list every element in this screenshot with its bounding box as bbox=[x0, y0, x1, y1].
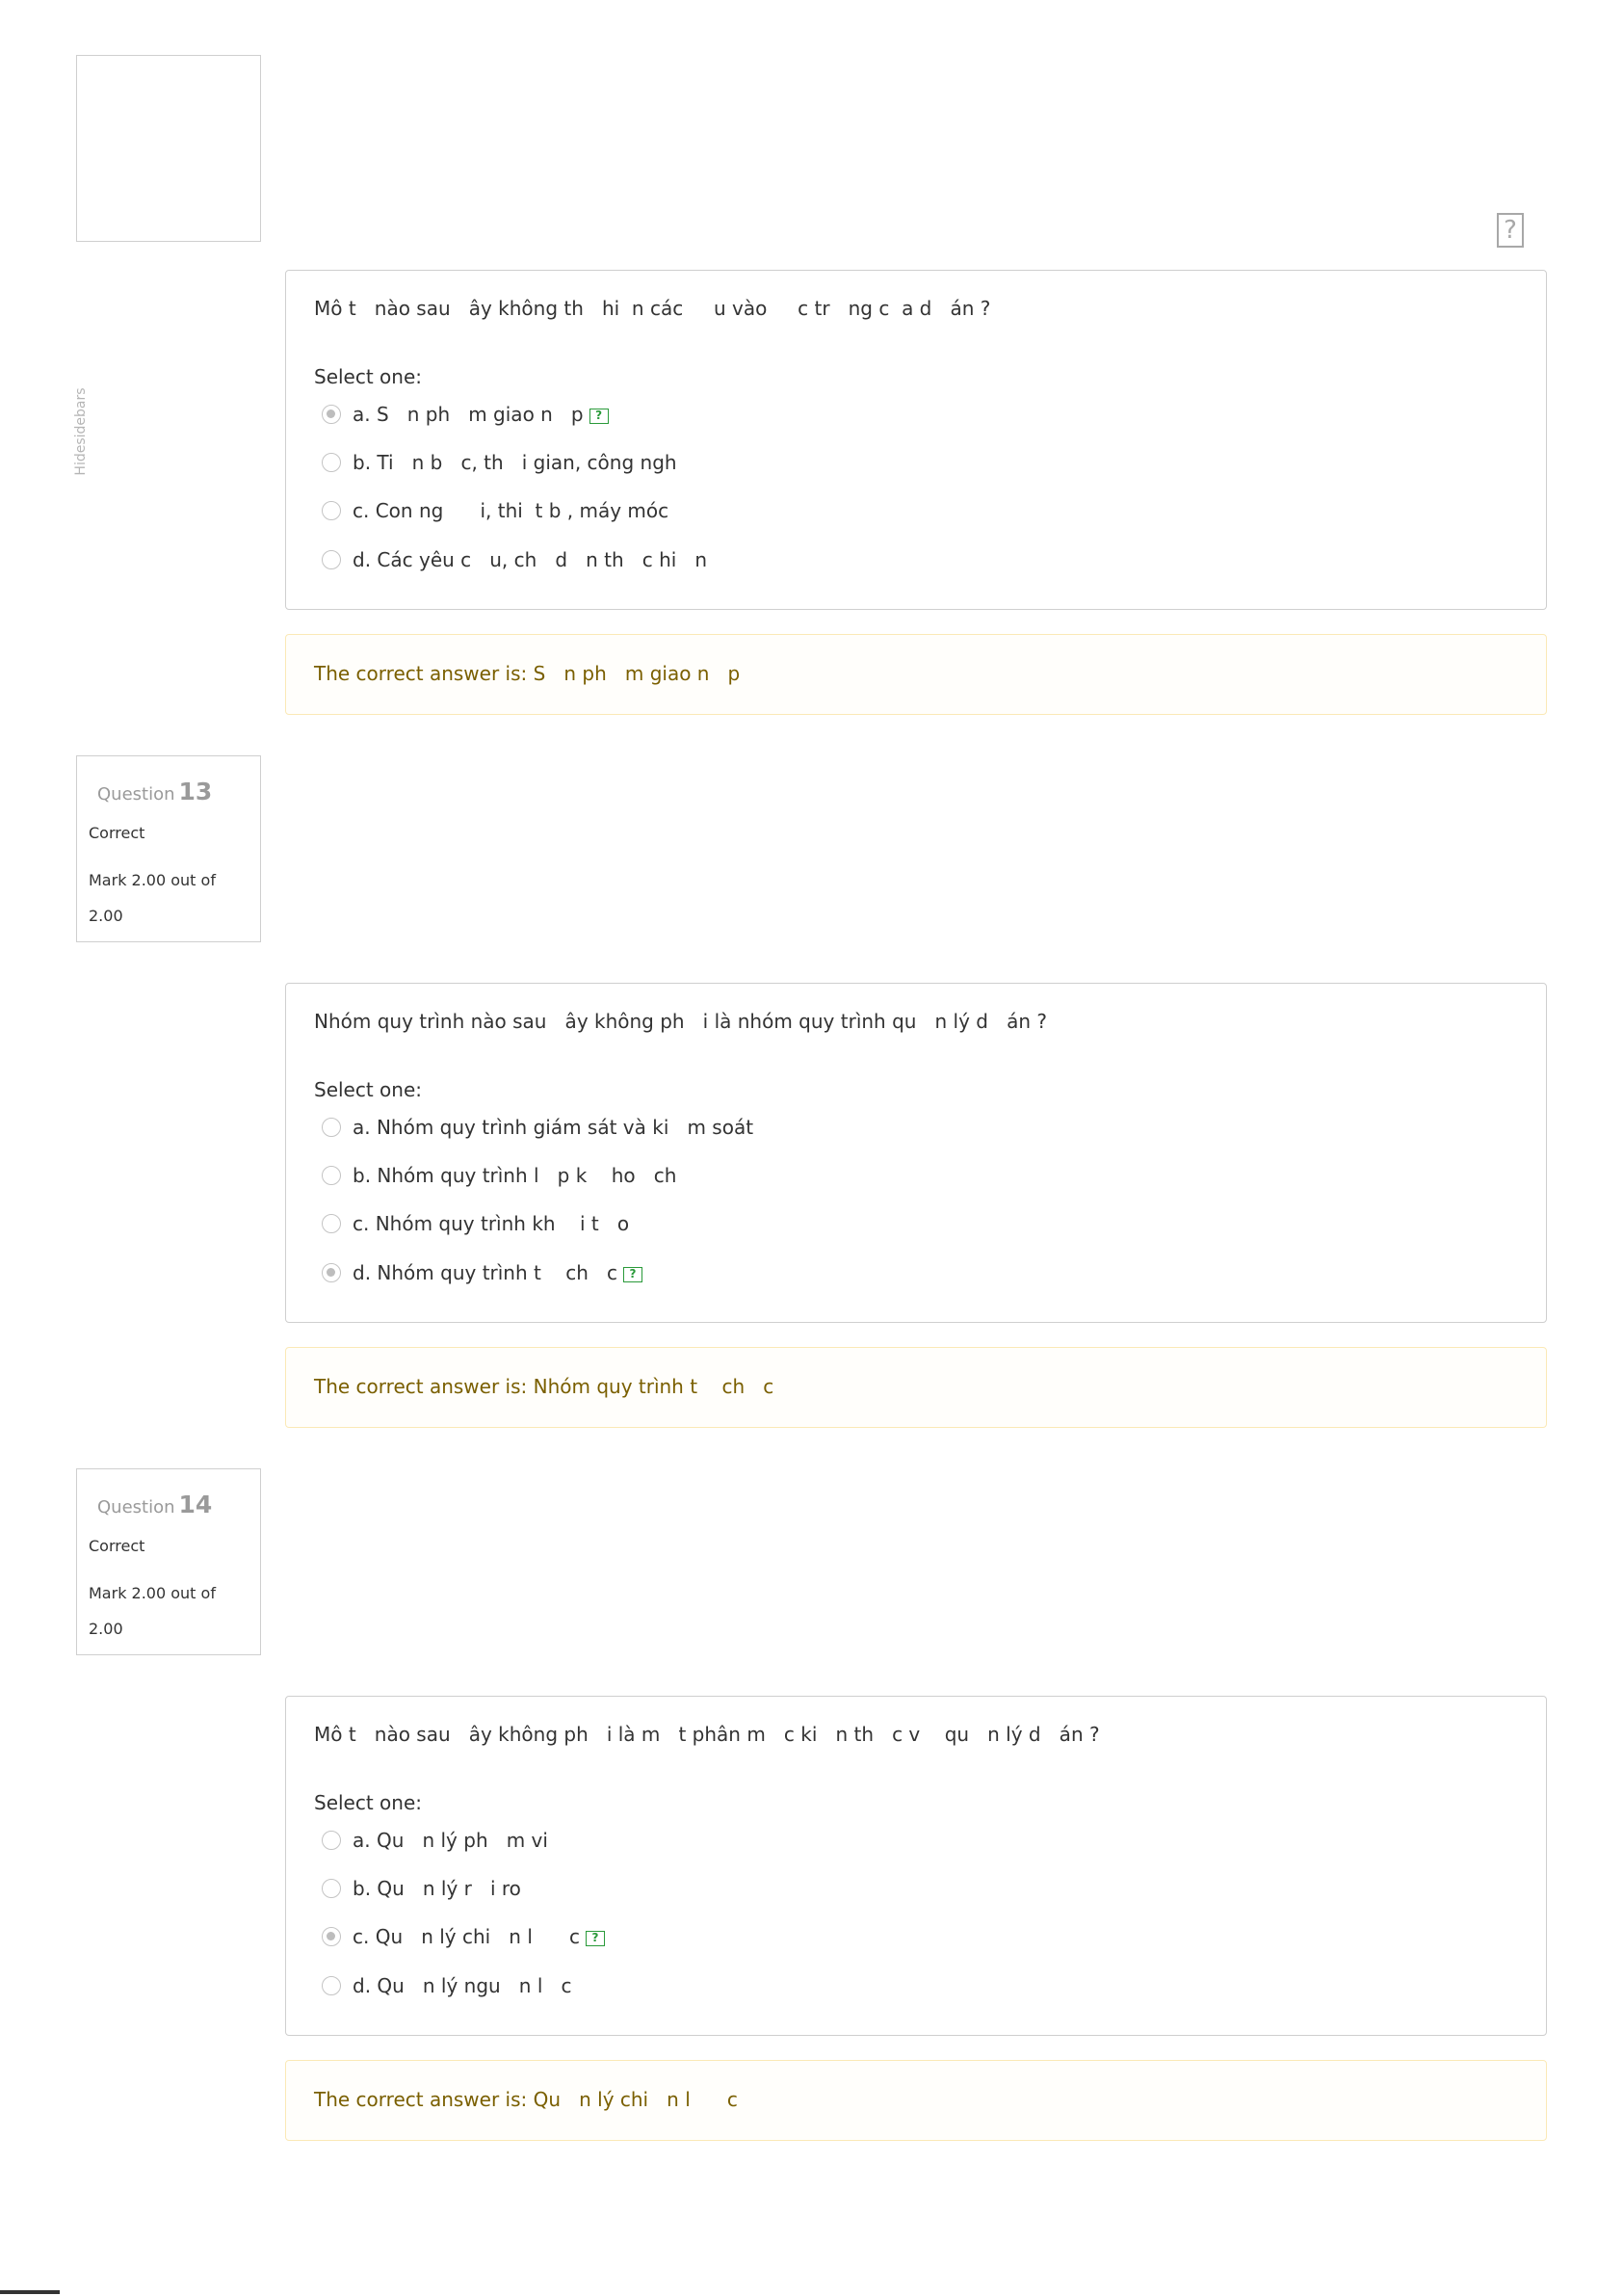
answer-label: a. Qu n lý ph m vi bbox=[353, 1829, 548, 1852]
radio-button[interactable] bbox=[322, 1263, 341, 1282]
question-info-box bbox=[76, 1468, 261, 1655]
radio-button[interactable] bbox=[322, 1927, 341, 1946]
answer-label: b. Qu n lý r i ro bbox=[353, 1877, 521, 1900]
answer-label: c. Con ng i, thi t b , máy móc bbox=[353, 499, 669, 522]
question-number-value: 14 bbox=[178, 1491, 213, 1518]
select-one-prompt: Select one: bbox=[314, 1078, 423, 1101]
radio-button[interactable] bbox=[322, 501, 341, 520]
answer-label: d. Qu n lý ngu n l c bbox=[353, 1974, 572, 1997]
broken-image-icon: ? bbox=[1497, 213, 1524, 248]
hide-sidebars-label: Hidesidebars bbox=[73, 387, 89, 476]
answer-label: b. Nhóm quy trình l p k ho ch bbox=[353, 1164, 677, 1187]
question-number bbox=[97, 1491, 212, 1518]
question-number-label: Question bbox=[97, 784, 175, 805]
answer-label: c. Qu n lý chi n l c bbox=[353, 1925, 581, 1948]
answer-label: d. Nhóm quy trình t ch c bbox=[353, 1261, 618, 1284]
question-info-box bbox=[76, 755, 261, 942]
correct-check-icon: ? bbox=[589, 409, 609, 424]
radio-button[interactable] bbox=[322, 1831, 341, 1850]
question-text: Mô t nào sau ây không th hi n các u vào c tr ng c a d án ? bbox=[314, 297, 991, 320]
radio-button[interactable] bbox=[322, 1879, 341, 1898]
radio-button[interactable] bbox=[322, 1118, 341, 1137]
question-mark: Mark 2.00 out of 2.00 bbox=[89, 1584, 216, 1638]
question-info-box bbox=[76, 55, 261, 242]
hide-sidebars-toggle[interactable] bbox=[71, 385, 91, 482]
answer-label: d. Các yêu c u, ch d n th c hi n bbox=[353, 548, 708, 571]
question-text-box bbox=[285, 270, 1547, 610]
select-one-prompt: Select one: bbox=[314, 1791, 423, 1814]
answer-label: a. Nhóm quy trình giám sát và ki m soát bbox=[353, 1116, 754, 1139]
correct-check-icon: ? bbox=[623, 1267, 642, 1282]
question-number-value: 13 bbox=[178, 778, 213, 805]
question-text-box bbox=[285, 1696, 1547, 2036]
question-number-label: Question bbox=[97, 1497, 175, 1517]
feedback-box bbox=[285, 634, 1547, 715]
radio-button[interactable] bbox=[322, 550, 341, 569]
radio-button[interactable] bbox=[322, 1166, 341, 1185]
correct-answer-feedback: The correct answer is: Nhóm quy trình t ch c bbox=[314, 1375, 774, 1398]
feedback-box bbox=[285, 1347, 1547, 1428]
radio-button[interactable] bbox=[322, 405, 341, 424]
correct-answer-feedback: The correct answer is: S n ph m giao n p bbox=[314, 662, 741, 685]
question-mark: Mark 2.00 out of 2.00 bbox=[89, 871, 216, 925]
question-text-box bbox=[285, 983, 1547, 1323]
question-state: Correct bbox=[89, 824, 145, 842]
question-text: Mô t nào sau ây không ph i là m t phân m c ki n th c v qu n lý d án ? bbox=[314, 1723, 1100, 1746]
radio-button[interactable] bbox=[322, 1976, 341, 1995]
radio-button[interactable] bbox=[322, 453, 341, 472]
feedback-box bbox=[285, 2060, 1547, 2141]
select-one-prompt: Select one: bbox=[314, 365, 423, 388]
radio-button[interactable] bbox=[322, 1214, 341, 1233]
answer-label: a. S n ph m giao n p bbox=[353, 403, 584, 426]
correct-answer-feedback: The correct answer is: Qu n lý chi n l c bbox=[314, 2088, 738, 2111]
question-number bbox=[97, 778, 212, 805]
question-state: Correct bbox=[89, 1537, 145, 1555]
correct-check-icon: ? bbox=[586, 1931, 605, 1946]
footer-divider bbox=[0, 2290, 60, 2294]
question-text: Nhóm quy trình nào sau ây không ph i là nhóm quy trình qu n lý d án ? bbox=[314, 1010, 1047, 1033]
answer-label: b. Ti n b c, th i gian, công ngh bbox=[353, 451, 677, 474]
answer-label: c. Nhóm quy trình kh i t o bbox=[353, 1212, 630, 1235]
